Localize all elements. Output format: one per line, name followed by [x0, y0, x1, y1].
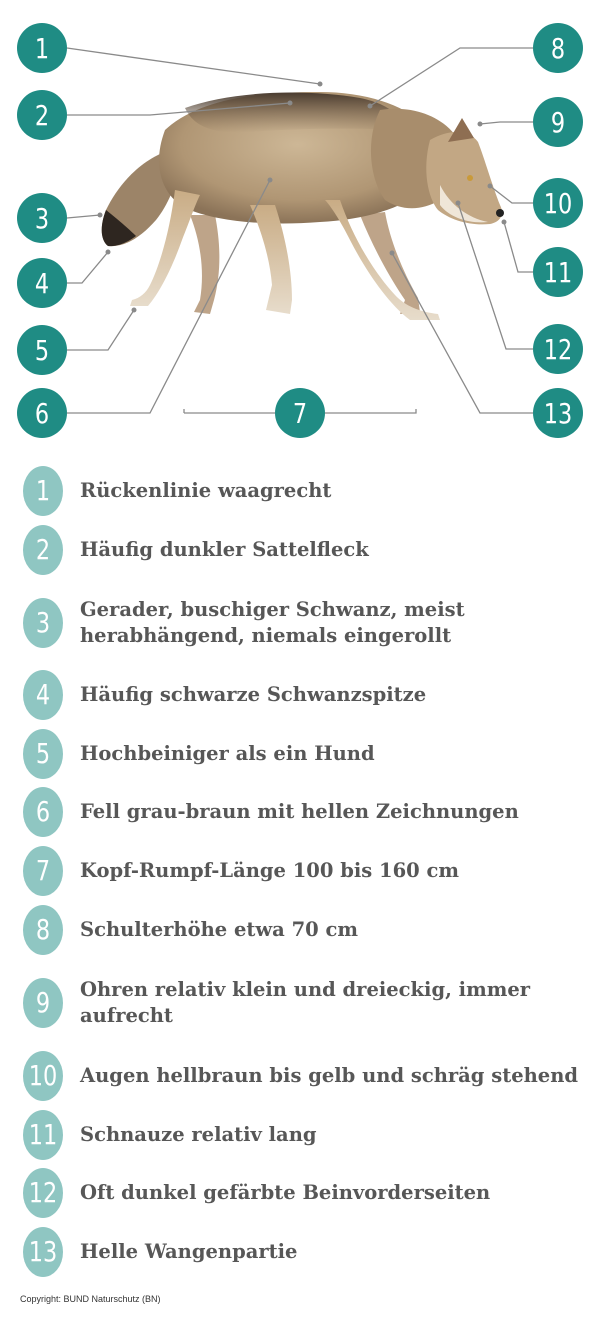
- legend-item: [18, 525, 588, 575]
- leader-endpoint: [106, 250, 111, 255]
- legend-text: Rückenlinie waagrecht: [80, 479, 332, 502]
- legend-item: [18, 598, 588, 648]
- legend-text: Kopf-Rumpf-Länge 100 bis 160 cm: [80, 859, 460, 882]
- legend-number-badge: 2: [23, 525, 63, 575]
- legend-text: Häufig dunkler Sattelfleck: [80, 538, 369, 561]
- legend-item: [18, 787, 588, 837]
- marker-number: 5: [34, 333, 50, 367]
- legend-text: Hochbeiniger als ein Hund: [80, 742, 375, 765]
- marker-number: 2: [34, 98, 50, 132]
- legend-number-badge: 3: [23, 598, 63, 648]
- legend-text: Augen hellbraun bis gelb und schräg stehend: [80, 1064, 579, 1087]
- diagram-marker: [275, 388, 325, 438]
- diagram-marker: [17, 90, 67, 140]
- legend-number-badge: 9: [23, 978, 63, 1028]
- diagram-marker: [17, 258, 67, 308]
- legend-item: [18, 466, 588, 516]
- leader-endpoint: [132, 308, 137, 313]
- diagram-marker: [17, 193, 67, 243]
- diagram-marker: [17, 388, 67, 438]
- leader-line: [458, 203, 533, 349]
- diagram-marker: [17, 23, 67, 73]
- legend-number-badge: 12: [23, 1168, 63, 1218]
- leader-endpoint: [368, 104, 373, 109]
- diagram-marker: [533, 97, 583, 147]
- marker-number: 1: [34, 31, 50, 65]
- leader-line: [67, 252, 108, 283]
- legend-item: [18, 905, 588, 955]
- legend-number-badge: 11: [23, 1110, 63, 1160]
- marker-number: 7: [292, 396, 308, 430]
- legend-number-badge: 6: [23, 787, 63, 837]
- wolf-eye: [467, 175, 473, 181]
- diagram-marker: [533, 324, 583, 374]
- diagram-marker: [533, 178, 583, 228]
- leader-endpoint: [288, 101, 293, 106]
- legend-item: [18, 1227, 588, 1277]
- legend-text: Oft dunkel gefärbte Beinvorderseiten: [80, 1181, 491, 1204]
- diagram-marker: [533, 247, 583, 297]
- legend-text: Schulterhöhe etwa 70 cm: [80, 918, 359, 941]
- legend-text: Ohren relativ klein und dreieckig, immer aufrecht: [80, 978, 531, 1027]
- legend-number-badge: 5: [23, 729, 63, 779]
- leader-line: [504, 222, 533, 272]
- diagram-marker: [533, 23, 583, 73]
- leader-line: [67, 310, 134, 350]
- diagram-marker: [17, 325, 67, 375]
- marker-number: 8: [550, 31, 566, 65]
- legend-item: [18, 1168, 588, 1218]
- legend-number-badge: 7: [23, 846, 63, 896]
- leader-endpoint: [456, 201, 461, 206]
- legend-number-badge: 8: [23, 905, 63, 955]
- legend-item: [18, 846, 588, 896]
- wolf-ear: [448, 118, 474, 142]
- marker-number: 10: [543, 186, 573, 220]
- legend-number-badge: 13: [23, 1227, 63, 1277]
- legend-text: Gerader, buschiger Schwanz, meist herabhängend, niemals eingerollt: [80, 598, 465, 647]
- legend-number-badge: 1: [23, 466, 63, 516]
- legend-item: [18, 1110, 588, 1160]
- leader-endpoint: [488, 184, 493, 189]
- leader-line: [480, 122, 533, 124]
- leader-line: [67, 215, 100, 218]
- legend-item: [18, 1051, 588, 1101]
- legend-item: [18, 729, 588, 779]
- leader-line: [370, 48, 533, 106]
- wolf-head: [426, 132, 502, 224]
- legend-item: [18, 670, 588, 720]
- wolf-diagram: [0, 0, 600, 450]
- leader-endpoint: [502, 220, 507, 225]
- legend-number-badge: 4: [23, 670, 63, 720]
- marker-number: 12: [543, 332, 573, 366]
- legend-text: Häufig schwarze Schwanzspitze: [80, 683, 427, 706]
- leader-line: [67, 48, 320, 84]
- legend-item: [18, 978, 588, 1028]
- copyright-note: Copyright: BUND Naturschutz (BN): [20, 1294, 161, 1304]
- leader-line: [392, 253, 533, 413]
- diagram-marker: [533, 388, 583, 438]
- leader-endpoint: [318, 82, 323, 87]
- marker-number: 11: [543, 255, 573, 289]
- marker-number: 13: [543, 396, 573, 430]
- legend-text: Fell grau-braun mit hellen Zeichnungen: [80, 800, 519, 823]
- legend-text: Helle Wangenpartie: [80, 1240, 298, 1263]
- marker-number: 9: [550, 105, 566, 139]
- marker-number: 3: [34, 201, 50, 235]
- wolf-far-hind-leg: [190, 215, 219, 314]
- marker-number: 6: [34, 396, 50, 430]
- wolf-nose: [496, 209, 504, 217]
- wolf-illustration: [102, 92, 504, 320]
- legend-text: Schnauze relativ lang: [80, 1123, 317, 1146]
- leader-endpoint: [268, 178, 273, 183]
- marker-number: 4: [34, 266, 50, 300]
- legend-number-badge: 10: [23, 1051, 63, 1101]
- leader-endpoint: [478, 122, 483, 127]
- leader-endpoint: [98, 213, 103, 218]
- leader-endpoint: [390, 251, 395, 256]
